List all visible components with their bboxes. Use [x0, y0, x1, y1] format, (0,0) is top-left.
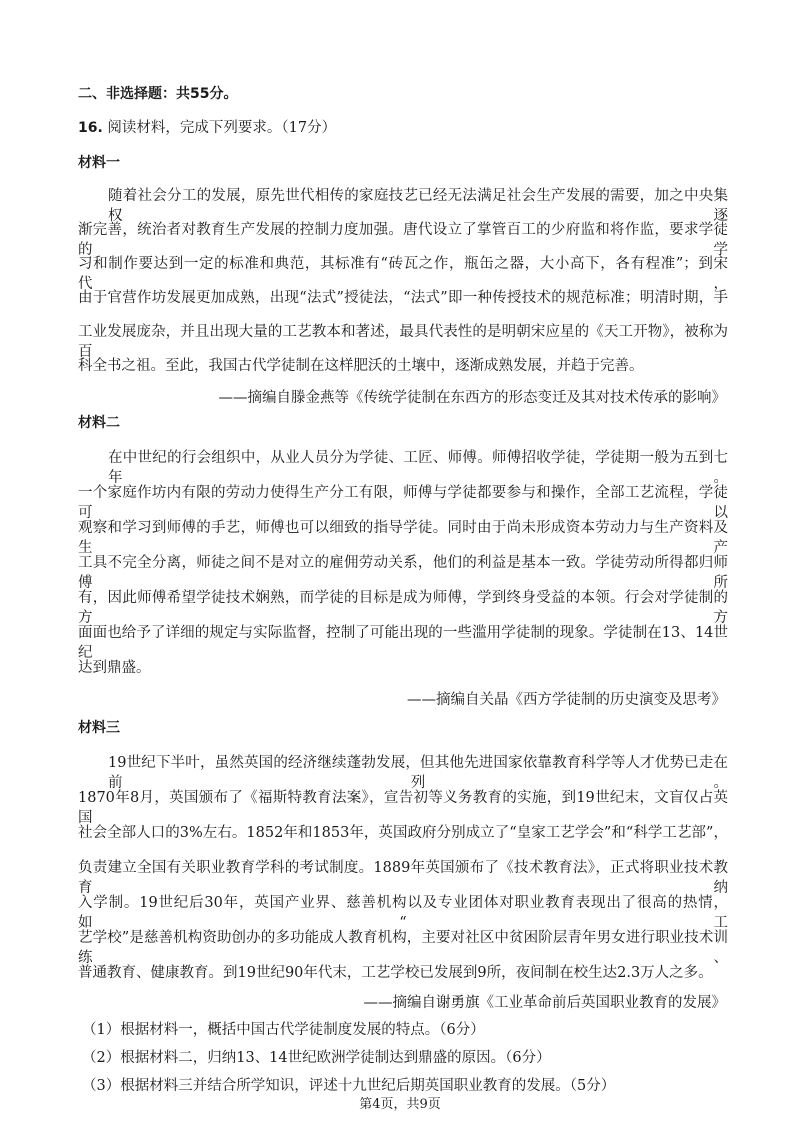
sub-question-2: （2）根据材料二，归纳13、14世纪欧洲学徒制达到鼎盛的原因。（6分） — [82, 1050, 551, 1066]
material1-heading: 材料一 — [78, 155, 120, 171]
material3-line: 负责建立全国有关职业教育学科的考试制度。1889年英国颁布了《技术教育法》，正式将职业技术教育纳 — [78, 860, 728, 896]
material1-line: 科全书之祖。至此，我国古代学徒制在这样肥沃的土壤中，逐渐成熟发展，并趋于完善。 — [78, 358, 644, 374]
material3-line: 19世纪下半叶，虽然英国的经济继续蓬勃发展，但其他先进国家依靠教育科学等人才优势已走在前列。 — [108, 755, 728, 791]
material2-line: 在中世纪的行会组织中，从业人员分为学徒、工匠、师傅。师傅招收学徒，学徒期一般为五到七年。 — [108, 450, 728, 486]
question-text: 阅读材料，完成下列要求。（17分） — [107, 120, 337, 136]
material3-heading: 材料三 — [78, 720, 120, 736]
material2-line: 面面也给予了详细的规定与实际监督，控制了可能出现的一些滥用学徒制的现象。学徒制在13、14世纪 — [78, 625, 728, 661]
sub-question-3: （3）根据材料三并结合所学知识，评述十九世纪后期英国职业教育的发展。（5分） — [82, 1078, 616, 1094]
material3-line: 社会全部人口的3%左右。1852年和1853年，英国政府分别成立了“皇家工艺学会”和“科学工艺部”， — [78, 825, 728, 841]
material1-source: ——摘编自滕金燕等《传统学徒制在东西方的形态变迁及其对技术传承的影响》 — [218, 390, 726, 406]
material2-line: 一个家庭作坊内有限的劳动力使得生产分工有限，师傅与学徒都要参与和操作，全部工艺流程，学徒可以 — [78, 485, 728, 521]
material2-line: 有，因此师傅希望学徒技术娴熟，而学徒的目标是成为师傅，学到终身受益的本领。行会对学徒制的方方 — [78, 590, 728, 626]
material1-line: 工业发展庞杂，并且出现大量的工艺教本和著述，最具代表性的是明朝宋应星的《天工开物》，被称为百 — [78, 324, 728, 360]
material3-line: 入学制。19世纪后30年，英国产业界、慈善机构以及专业团体对职业教育表现出了很高的热情，如“工 — [78, 895, 728, 931]
material2-line: 达到鼎盛。 — [78, 660, 151, 676]
material1-line: 渐完善，统治者对教育生产发展的控制力度加强。唐代设立了掌管百工的少府监和将作监，要求学徒的学 — [78, 222, 728, 258]
material2-source: ——摘编自关晶《西方学徒制的历史演变及思考》 — [407, 692, 726, 708]
material1-line: 随着社会分工的发展，原先世代相传的家庭技艺已经无法满足社会生产发展的需要，加之中央集权逐 — [108, 188, 728, 224]
material2-line: 观察和学习到师傅的手艺，师傅也可以细致的指导学徒。同时由于尚未形成资本劳动力与生产资料及生产 — [78, 520, 728, 556]
page-footer: 第4页，共9页 — [359, 1097, 441, 1112]
material1-line: 习和制作要达到一定的标准和典范，其标准有“砖瓦之作，瓶缶之器，大小高下，各有程准”；到宋代， — [78, 256, 728, 292]
sub-question-1: （1）根据材料一，概括中国古代学徒制度发展的特点。（6分） — [82, 1022, 485, 1038]
material3-line: 艺学校”是慈善机构资助创办的多功能成人教育机构，主要对社区中贫困阶层青年男女进行职业技术训练、 — [78, 930, 728, 966]
material2-line: 工具不完全分离，师徒之间不是对立的雇佣劳动关系，他们的利益是基本一致。学徒劳动所得都归师傅所 — [78, 555, 728, 591]
question-number: 16. — [78, 120, 103, 136]
question-16 — [78, 118, 728, 138]
material3-line: 1870年8月，英国颁布了《福斯特教育法案》，宣告初等义务教育的实施，到19世纪末，文盲仅占英国 — [78, 790, 728, 826]
material2-heading: 材料二 — [78, 415, 120, 431]
material1-line: 由于官营作坊发展更加成熟，出现“法式”授徒法，“法式”即一种传授技术的规范标准；明清时期，手 — [78, 290, 728, 306]
material3-source: ——摘编自谢勇旗《工业革命前后英国职业教育的发展》 — [363, 995, 726, 1011]
section-title: 二、非选择题：共55分。 — [78, 86, 238, 102]
material3-line: 普通教育、健康教育。到19世纪90年代末，工艺学校已发展到9所，夜间制在校生达2.3万人之多。 — [78, 965, 713, 981]
